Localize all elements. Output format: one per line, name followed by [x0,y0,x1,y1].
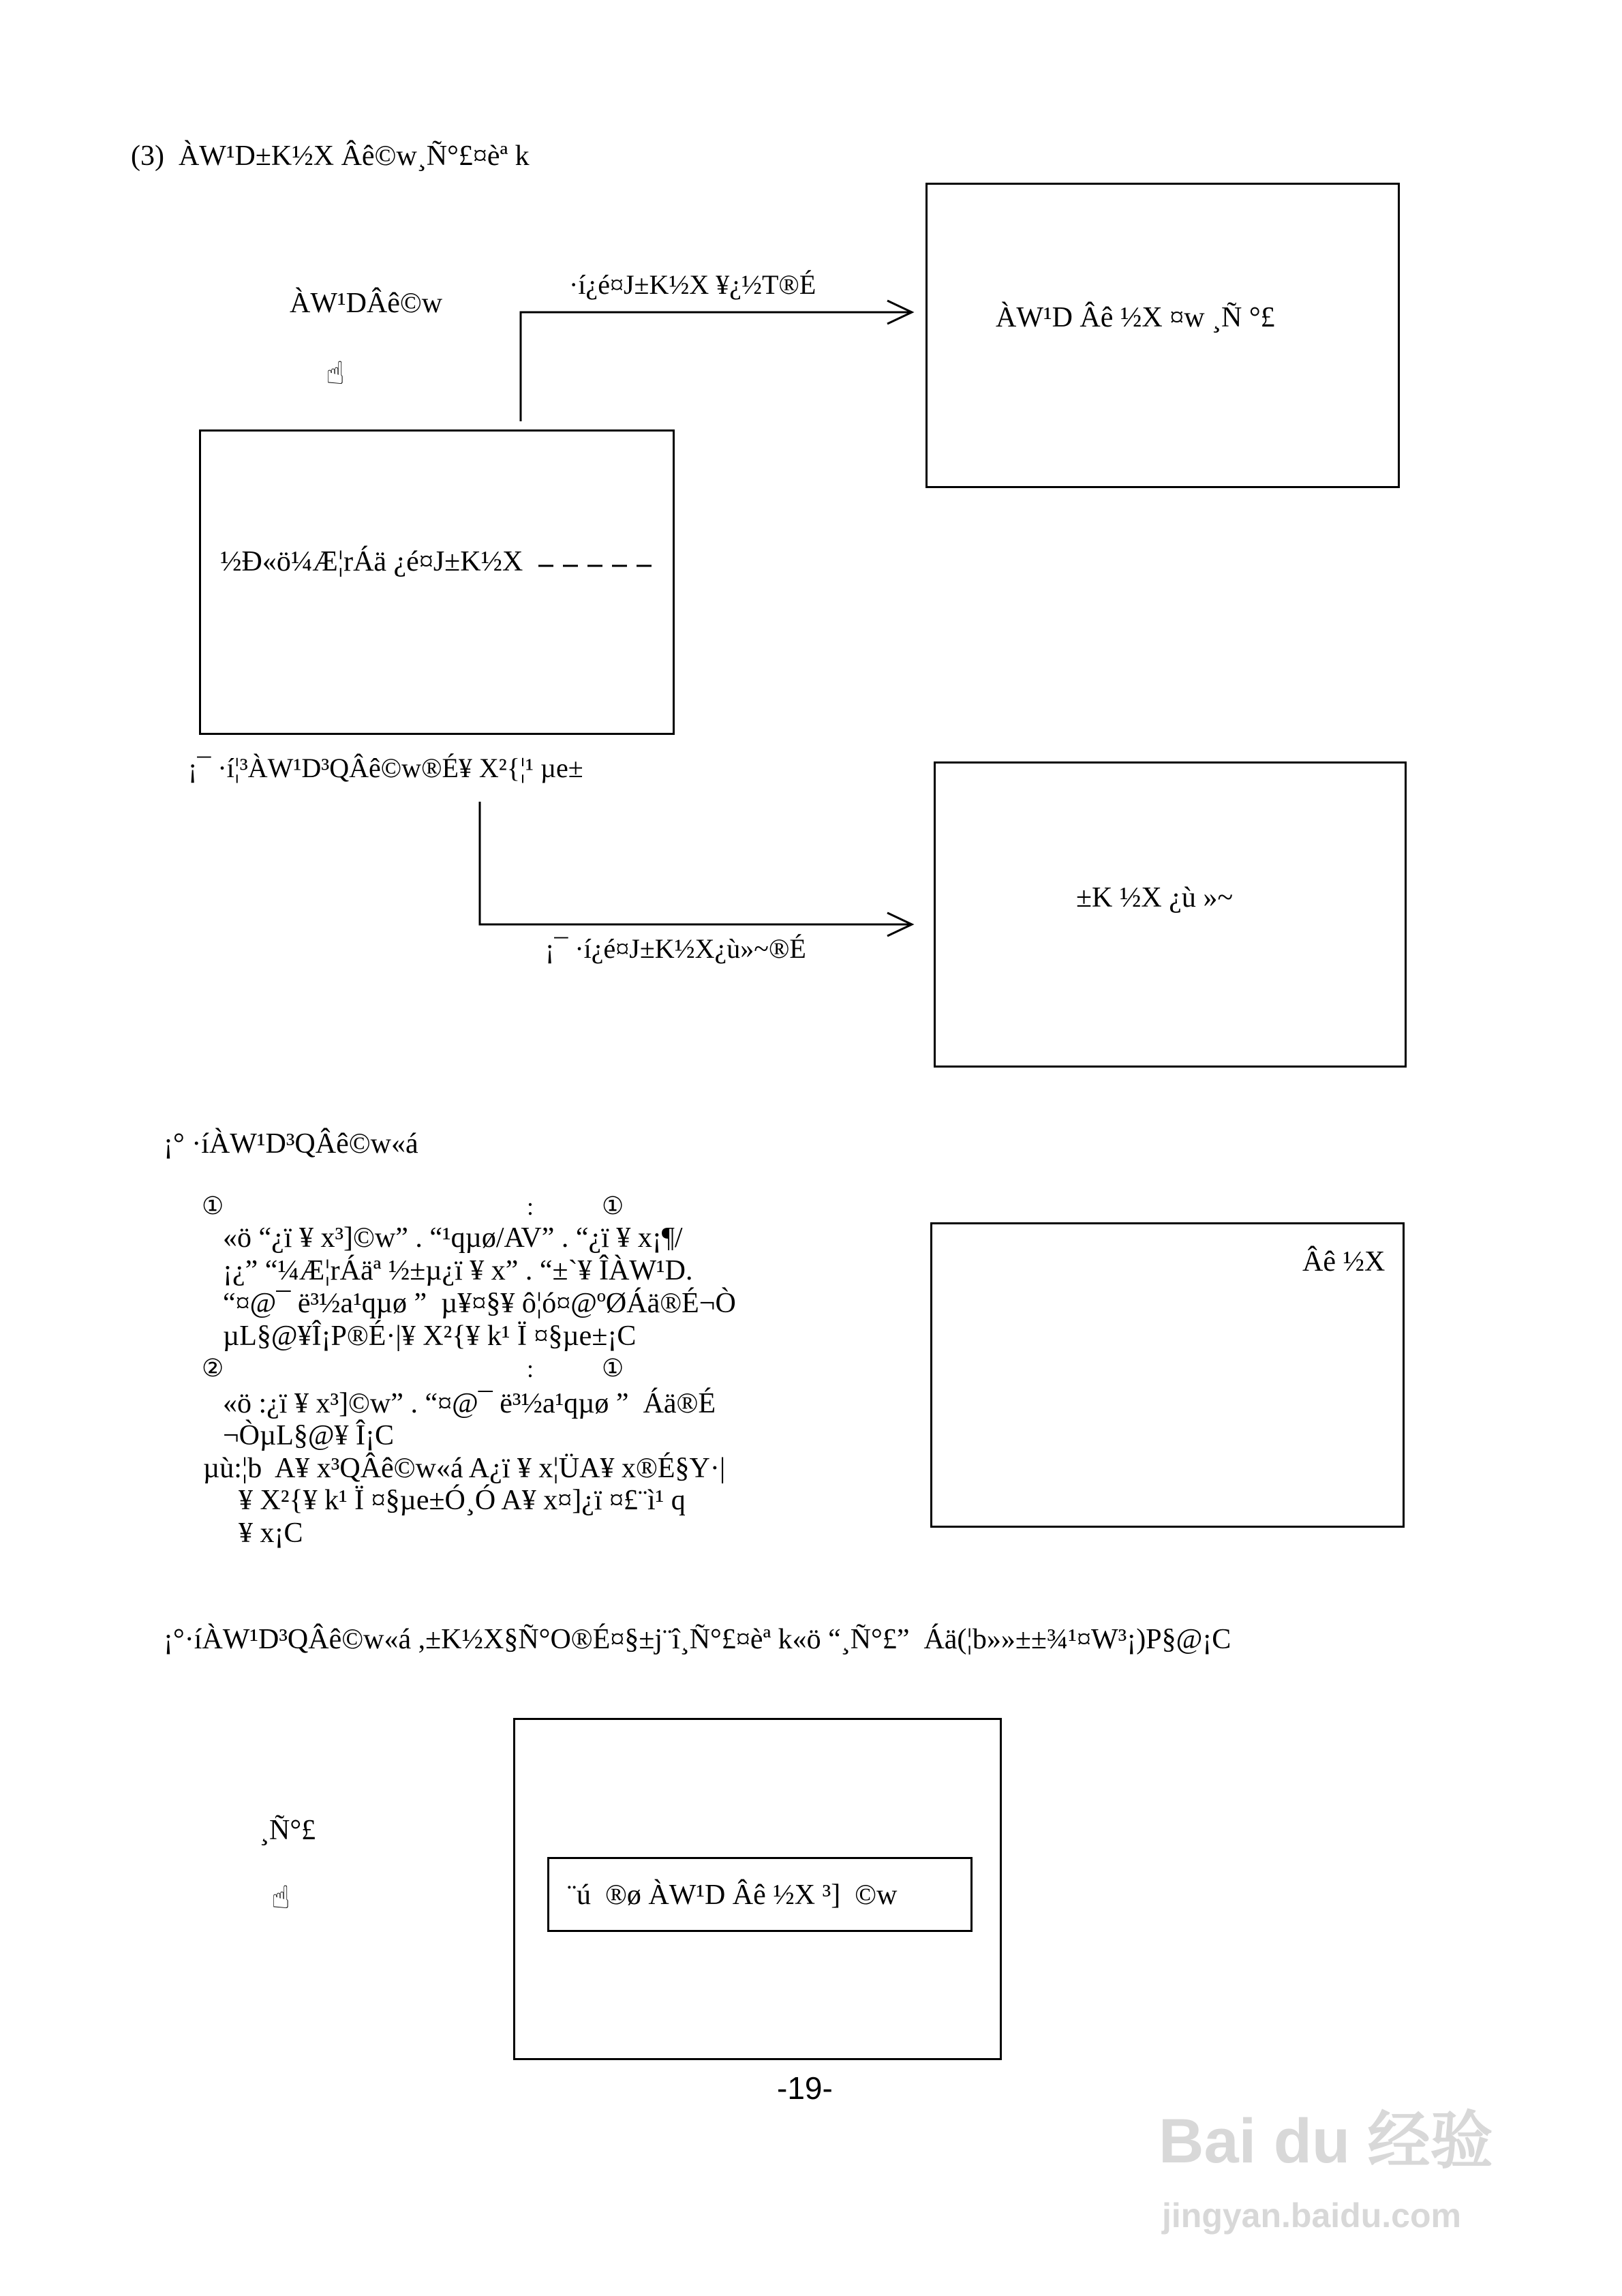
note-colon: : [527,1355,534,1383]
connector-to-unlocked [521,312,912,421]
baidu-watermark-url: jingyan.baidu.com [1162,2196,1461,2235]
section-title: (3) ÀW¹D±K½X Âê©w¸Ñ°£¤èª k [131,140,530,172]
pointing-hand-icon: ☝ [326,354,346,391]
note-line: µL§@¥Î¡P®É·|¥ X²{¥ k¹ Ï ¤§µe±¡C [223,1320,637,1352]
arrow-label-correct-password: ·í¿é¤J±K½X ¥¿½T®É [569,269,816,300]
note-marker: ② [202,1355,224,1383]
note-colon: : [527,1193,534,1220]
note-marker: ① [602,1192,624,1220]
note-line: ¥ x¡C [239,1517,303,1549]
cancel-lock-setting-text: ¨ú ®ø ÀW¹D Âê ½X ³] ©w [567,1879,898,1911]
menu-label-release: ¸Ñ°£ [260,1815,316,1846]
notes-heading: ¡° ·íÀW¹D³QÂê©w«á [164,1128,418,1160]
pointing-hand-icon: ☝ [271,1879,291,1916]
unlock-instruction: ¡°·íÀW¹D³QÂê©w«á ,±K½X§Ñ°O®É¤§±j¨î¸Ñ°£¤èª k«ö “¸Ñ°£” Áä(¦b»»±±¾¹¤W³¡)P§@¡C [164,1624,1231,1655]
note-marker: ① [202,1192,224,1220]
locked-channel-note: ¡¯ ·í¦³ÀW¹D³QÂê©w®É¥ X²{¦¹ µe± [188,753,583,783]
note-line: «ö “¿ï ¥ x³]©w” . “¹qµø/AV” . “¿ï ¥ x¡¶/ [223,1222,683,1254]
arrow-label-wrong-password: ¡¯ ·í¿é¤J±K½X¿ù»~®É [545,933,806,964]
wrong-password-text: ±K ½X ¿ù »~ [1076,882,1234,913]
note-line: «ö :¿ï ¥ x³]©w” . “¤@¯ ë³½a¹qµø ” Áä®É [223,1388,716,1419]
note-line: ¡¿” “¼Æ¦rÁäª ½±µ¿ï ¥ x” . “±`¥ ÎÀW¹D. [223,1255,693,1286]
note-line: µù:¦b A¥ x³QÂê©w«á A¿ï ¥ x¦ÜA¥ x®É§Y·| [203,1453,726,1484]
baidu-watermark-logo: Bai du 经验 [1159,2106,1493,2176]
note-marker: ① [602,1355,624,1383]
lock-code-text: Âê ½X [1302,1246,1386,1278]
note-line: “¤@¯ ë³½a¹qµø ” µ¥¤§¥ ô¦ó¤@ºØÁä®É¬Ò [223,1288,736,1319]
menu-label-channel-lock: ÀW¹DÂê©w [290,288,443,319]
result-unlocked-text: ÀW¹D Âê ½X ¤w ¸Ñ °£ [996,302,1275,333]
page-number: -19- [777,2070,833,2106]
note-line: ¥ X²{¥ k¹ Ï ¤§µe±Ó¸Ó A¥ x¤]¿ï ¤£¨ì¹ q [239,1485,686,1516]
note-line: ¬ÒµL§@¥ Î¡C [223,1420,395,1451]
connector-to-wrong [480,802,912,924]
password-entry-text: ½Ð«ö¼Æ¦rÁä ¿é¤J±K½X [220,546,523,577]
